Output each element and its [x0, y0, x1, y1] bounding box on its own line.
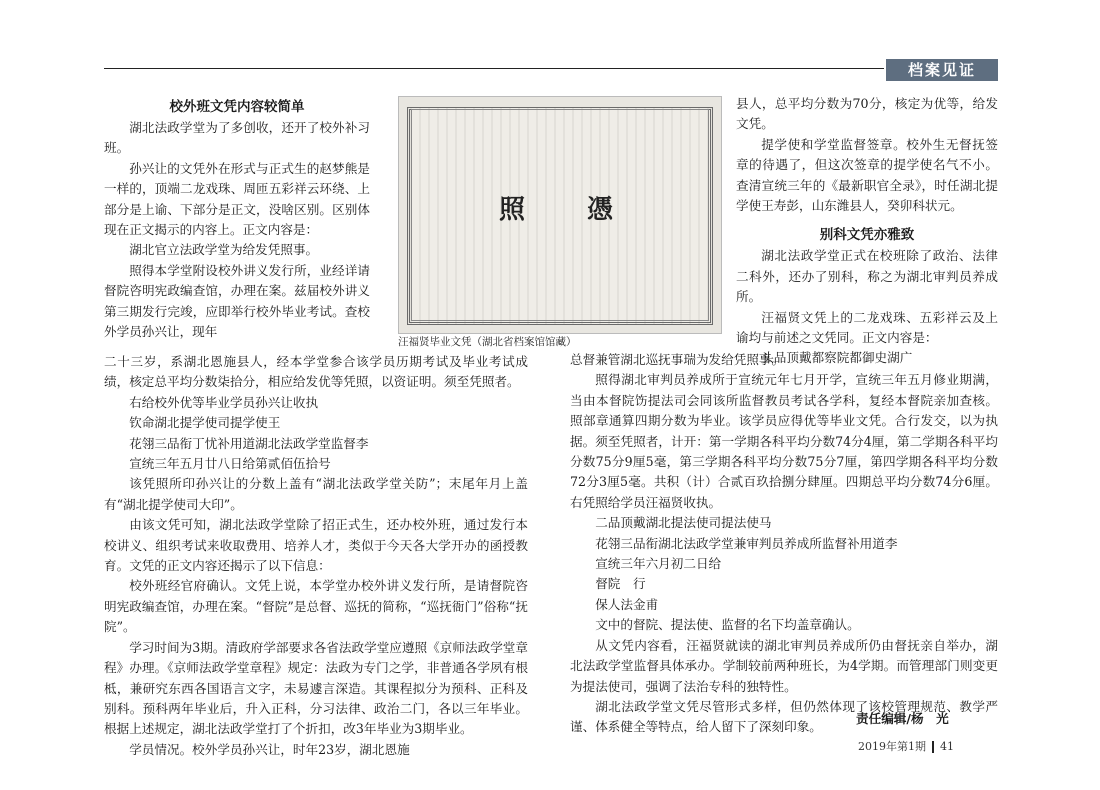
section-heading: 校外班文凭内容较简单 — [169, 99, 305, 115]
paragraph: 文中的督院、提法使、监督的名下均盖章确认。 — [595, 617, 860, 633]
paragraph: 头品顶戴都察院都御史湖广 — [761, 350, 913, 366]
issue-label: 2019年第1期 — [858, 740, 926, 753]
signature-line: 宣统三年五月廿八日给第贰佰伍拾号 — [129, 456, 331, 472]
paragraph: 汪福贤文凭上的二龙戏珠、五彩祥云及上谕均与前述之文凭同。正文内容是： — [736, 309, 998, 346]
paragraph: 校外班经官府确认。文凭上说，本学堂办校外讲义发行所，是请督院咨明宪政编查馆，办理在案。“督院”是总督、巡抚的简称，“巡抚衙门”俗称“抚院”。 — [104, 578, 528, 635]
paragraph: 二十三岁，系湖北恩施县人，经本学堂参合该学员历期考试及毕业考试成绩，核定总平均分数柒拾分，相应给发优等凭照，以资证明。须至凭照者。 — [104, 354, 528, 390]
signature-line: 花翎三品衔湖北法政学堂兼审判员养成所监督补用道李 — [595, 535, 898, 551]
seal-char-right: 憑 — [587, 195, 614, 225]
footer-divider — [932, 741, 934, 753]
paragraph: 学员情况。校外学员孙兴让，时年23岁，湖北恩施 — [129, 741, 410, 757]
paragraph: 湖北法政学堂文凭尽管形式多样，但仍然体现了该校管理规范、教学严谨、体系健全等特点，给人留下了深刻印象。 — [570, 698, 998, 735]
paragraph: 照得本学堂附设校外讲义发行所，业经详请督院咨明宪政编查馆，办理在案。兹届校外讲义第三期发行完竣，应即举行校外毕业考试。查校外学员孙兴让，现年 — [104, 262, 370, 340]
signature-line: 右给校外优等毕业学员孙兴让收执 — [129, 394, 319, 410]
signature-line: 二品顶戴湖北提法使司提法使马 — [595, 515, 772, 531]
paragraph: 由该文凭可知，湖北法政学堂除了招正式生，还办校外班，通过发行本校讲义、组织考试来收取费用、培养人才，类似于今天各大学开办的函授教育。文凭的正文内容还揭示了以下信息： — [104, 517, 528, 574]
signature-line: 督院 行 — [595, 576, 646, 592]
paragraph: 提学使和学堂监督签章。校外生无督抚签章的待遇了，但这次签章的提学使名气不小。查清宣统三年的《最新职官全录》，时任湖北提学使王寿彭，山东潍县人，癸卯科状元。 — [736, 136, 998, 214]
paragraph: 湖北法政学堂正式在校班除了政治、法律二科外，还办了别科，称之为湖北审判员养成所。 — [736, 248, 998, 305]
signature-line: 钦命湖北提学使司提学使王 — [129, 415, 281, 431]
section-tag: 档案见证 — [886, 59, 998, 81]
seal-char-left: 照 — [499, 195, 526, 225]
paragraph: 照得湖北审判员养成所于宣统元年七月开学，宣统三年五月修业期满，当由本督院饬提法司会同该所监督教员考试各学科，复经本督院亲加查核。照部章通算四期分数为毕业。该学员应得优等毕业文凭。合行发交，以为执据。须至凭照者，计开：第一学期各科平均分数74分4厘，第二学期各科平均分数75分9厘5毫，第三学期各科平均分数75分7厘，第四学期各科平均分数72分3厘5毫。共积（计）合贰百玖拾捌分肆厘。四期总平均分数74分6厘。右凭照给学员汪福贤收执。 — [570, 372, 998, 510]
photo-caption: 汪福贤毕业文凭（湖北省档案馆馆藏） — [398, 336, 577, 348]
diploma-inner-frame — [411, 109, 709, 321]
paragraph: 孙兴让的文凭外在形式与正式生的赵梦熊是一样的，顶端二龙戏珠、周匝五彩祥云环绕、上部分是上谕、下部分是正文，没啥区别。区别体现在正文揭示的内容上。正文内容是： — [104, 160, 370, 238]
page-number: 41 — [940, 740, 954, 753]
main-right-column — [570, 350, 998, 738]
paragraph: 该凭照所印孙兴让的分数上盖有“湖北法政学堂关防”；末尾年月上盖有“湖北提学使司大印”。 — [104, 476, 528, 512]
editor-credit: 责任编辑/杨 光 — [856, 711, 949, 726]
paragraph: 从文凭内容看，汪福贤就读的湖北审判员养成所仍由督抚亲自举办，湖北法政学堂监督具体承办。学制较前两种班长，为4学期。而管理部门则变更为提法使司，强调了法治专科的独特性。 — [570, 637, 998, 694]
signature-line: 保人法金甫 — [595, 596, 659, 612]
main-left-column — [104, 352, 528, 760]
header-rule — [104, 68, 884, 69]
paragraph: 县人，总平均分数为70分，核定为优等，给发文凭。 — [736, 96, 998, 132]
paragraph: 总督兼管湖北巡抚事瑞为发给凭照事。 — [570, 352, 785, 367]
paragraph: 湖北法政学堂为了多创收，还开了校外补习班。 — [104, 120, 370, 156]
left-column — [104, 96, 370, 342]
right-column — [736, 94, 998, 369]
paragraph: 湖北官立法政学堂为给发凭照事。 — [129, 242, 319, 258]
paragraph: 学习时间为3期。清政府学部要求各省法政学堂应遵照《京师法政学堂章程》办理。《京师法政学堂章程》规定：法政为专门之学，非普通各学夙有根柢，兼研究东西各国语言文字，未易遽言深造。其课程拟分为预科、正科及别科。预科两年毕业后，升入正科，分习法律、政治二门，各以三年毕业。根据上述规定，湖北法政学堂打了个折扣，改3年毕业为3期毕业。 — [104, 639, 528, 737]
signature-line: 花翎三品衔丁忧补用道湖北法政学堂监督李 — [129, 435, 369, 451]
diploma-photo — [398, 96, 722, 334]
section-heading: 别科文凭亦雅致 — [819, 227, 915, 244]
signature-line: 宣统三年六月初二日给 — [595, 556, 722, 572]
page-footer — [858, 738, 954, 754]
